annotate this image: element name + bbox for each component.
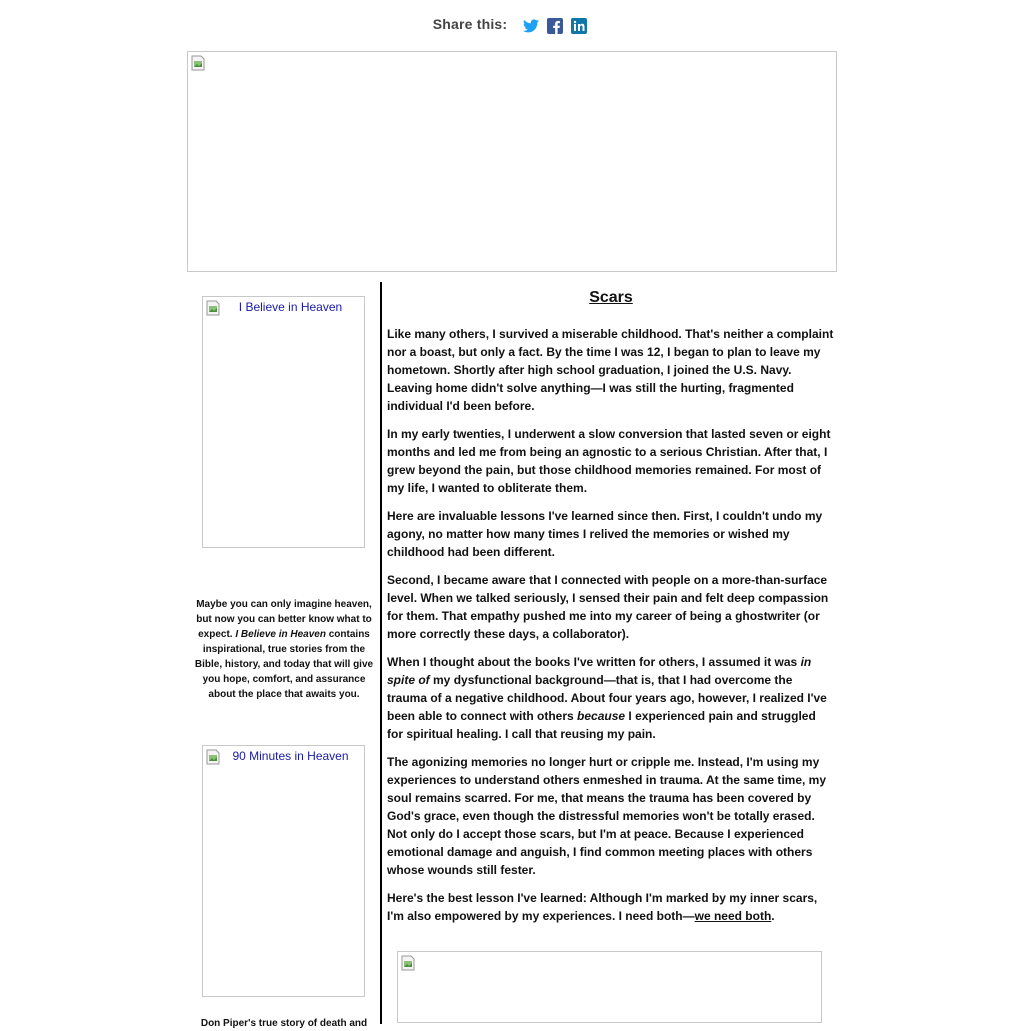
article-title: Scars: [589, 289, 633, 306]
column-divider: [380, 282, 382, 1024]
book-link-i-believe-in-heaven[interactable]: I Believe in Heaven: [238, 300, 343, 314]
article-paragraph: The agonizing memories no longer hurt or cripple me. Instead, I'm using my experiences to understand others enmeshed in trauma. At the same time, my soul remains scarred. For me, that means the trauma has been covered by God's grace, even though the distressful memories won't be totally erased. Not only do I accept those scars, but I'm at peace. Because I experienced emotional damage and anguish, I find common meeting places with others whose wounds still fester.: [387, 755, 827, 877]
book-cover-i-believe-in-heaven[interactable]: [202, 296, 365, 548]
share-label: Share this:: [432, 16, 508, 32]
sidebar-blurb-2: Don Piper's true story of death and: [200, 1018, 368, 1029]
paragraph-text: Here's the best lesson I've learned: Although I'm marked by my inner scars, I'm also empowered by my experiences. I need both—: [387, 891, 818, 923]
facebook-icon[interactable]: [547, 18, 563, 34]
article-paragraph: [387, 889, 835, 925]
bottom-image: [397, 951, 822, 1023]
broken-image-icon: [191, 55, 205, 71]
article-paragraph: Here are invaluable lessons I've learned since then. First, I couldn't undo my agony, no matter how many times I relived the memories or wished my childhood had been different.: [387, 509, 823, 559]
paragraph-text: .: [771, 909, 775, 923]
emphasis-text: because: [577, 709, 626, 723]
article-paragraph: Like many others, I survived a miserable childhood. That's neither a complaint nor a boast, but only a fact. By the time I was 12, I began to plan to leave my hometown. Shortly after high school graduation, I joined the U.S. Navy. Leaving home didn't solve anything—I was still the hurting, fragmented individual I'd been before.: [387, 327, 834, 413]
book-cover-90-minutes-in-heaven[interactable]: [202, 745, 365, 997]
linkedin-icon[interactable]: [571, 18, 587, 34]
blurb-text: contains inspirational, true stories from the Bible, history, and today that will give you hope, comfort, and assurance about the place that awaits you.: [194, 629, 374, 700]
paragraph-text: When I thought about the books I've written for others, I assumed it was: [387, 655, 798, 669]
share-bar: [0, 18, 1024, 34]
blurb-text: Maybe you can only imagine heaven, but now you can better know what to expect.: [196, 599, 372, 640]
emphasis-text: in spite of: [387, 655, 812, 687]
book-link-90-minutes-in-heaven[interactable]: 90 Minutes in Heaven: [232, 749, 349, 763]
article-paragraph: [387, 653, 835, 743]
paragraph-text: I experienced pain and struggled for spiritual healing. I call that reusing my pain.: [387, 709, 816, 741]
article: [387, 284, 835, 935]
sidebar-blurb: [191, 597, 377, 702]
blurb-book-title: I Believe in Heaven: [235, 629, 326, 640]
broken-image-icon: [401, 955, 415, 971]
underlined-text: we need both: [694, 909, 772, 923]
article-paragraph: Second, I became aware that I connected with people on a more-than-surface level. When we talked seriously, I sensed their pain and felt deep compassion for them. That empathy pushed me into my career of being a ghostwriter (or more correctly these days, a collaborator).: [387, 573, 829, 641]
article-paragraph: In my early twenties, I underwent a slow conversion that lasted seven or eight months and led me from being an agnostic to a serious Christian. After that, I grew beyond the pain, but those childhood memories remained. For most of my life, I wanted to obliterate them.: [387, 427, 831, 495]
banner-image: [187, 51, 837, 272]
paragraph-text: my dysfunctional background—that is, that I had overcome the trauma of a negative childhood. About four years ago, however, I realized I've been able to connect with others: [387, 673, 827, 723]
twitter-icon[interactable]: [523, 18, 539, 34]
